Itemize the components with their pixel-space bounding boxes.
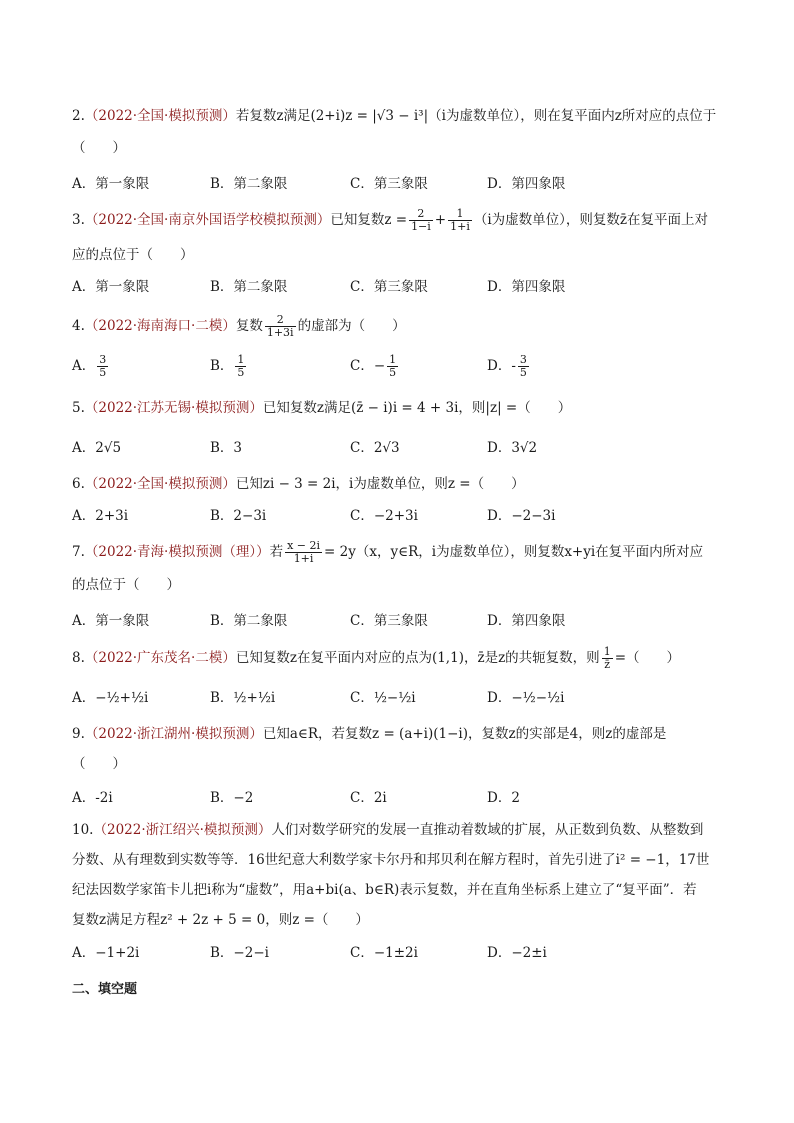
option-b[interactable]: B．第二象限 — [210, 176, 288, 192]
options-7 — [72, 611, 732, 631]
option-d[interactable]: D．第四象限 — [487, 279, 566, 295]
question-5 — [72, 398, 732, 418]
option-b[interactable]: B．−2 — [210, 790, 254, 806]
options-8 — [72, 688, 732, 708]
question-number: 9. — [72, 726, 85, 742]
option-a[interactable]: A．−1+2i — [72, 945, 140, 961]
question-text: 已知复数z满足(z̄ − i)i = 4 + 3i，则|z| =（ ） — [262, 400, 572, 416]
question-number: 2. — [72, 108, 85, 124]
option-b[interactable]: B．第二象限 — [210, 613, 288, 629]
option-b[interactable]: B．½+½i — [210, 690, 276, 706]
option-c[interactable]: C．第三象限 — [350, 279, 428, 295]
question-text: 已知zi − 3 = 2i，i为虚数单位，则z =（ ） — [235, 476, 525, 492]
question-source: （2022·浙江湖州·模拟预测） — [84, 726, 263, 742]
options-10 — [72, 943, 732, 963]
options-2 — [72, 174, 732, 194]
question-text: 应的点位于（ ） — [72, 247, 194, 263]
option-a[interactable]: A． $\frac{3}{5}$ — [72, 353, 107, 379]
question-source: （2022·全国·模拟预测） — [84, 108, 236, 124]
question-number: 4. — [72, 318, 85, 334]
option-a[interactable]: A．-2i — [72, 790, 113, 806]
option-a[interactable]: A．第一象限 — [72, 176, 150, 192]
question-text: （ ） — [72, 140, 126, 156]
option-b[interactable]: B．第二象限 — [210, 279, 288, 295]
option-c[interactable]: C．−2+3i — [350, 508, 418, 524]
option-d[interactable]: D．−2−3i — [487, 508, 556, 524]
option-d[interactable]: D．- $\frac{3}{5}$ — [487, 353, 527, 379]
fraction: $\frac{1}{z̄}$ — [603, 645, 611, 671]
question-number: 10. — [72, 822, 94, 838]
question-text: 已知a∈R，若复数z = (a+i)(1−i)，复数z的实部是4，则z的虚部是 — [262, 726, 667, 742]
fraction: $\frac{2}{1+3i}$ — [266, 313, 294, 339]
option-a[interactable]: A．2√5 — [72, 440, 122, 456]
question-number: 6. — [72, 476, 85, 492]
fraction: $\frac{2}{1-i}$ — [411, 207, 431, 233]
question-text: 已知复数z在复平面内对应的点为(1,1)，z̄是z的共轭复数，则 — [235, 650, 600, 666]
question-8 — [72, 646, 732, 671]
option-c[interactable]: C．第三象限 — [350, 176, 428, 192]
question-source: （2022·浙江绍兴·模拟预测） — [93, 822, 272, 838]
options-9 — [72, 788, 732, 808]
option-a[interactable]: A．2+3i — [72, 508, 129, 524]
question-text: = 2y（x，y∈R，i为虚数单位），则复数x+yi在复平面内所对应 — [324, 544, 704, 560]
option-d[interactable]: D．3√2 — [487, 440, 538, 456]
question-text: 的点位于（ ） — [72, 577, 180, 593]
option-b[interactable]: B．−2−i — [210, 945, 269, 961]
question-text: 复数 — [235, 318, 263, 334]
option-b[interactable]: B．3 — [210, 440, 243, 456]
question-6 — [72, 474, 732, 494]
option-c[interactable]: C．− $\frac{1}{5}$ — [350, 353, 397, 379]
question-text: 已知复数z = — [330, 212, 408, 228]
option-a[interactable]: A．−½+½i — [72, 690, 149, 706]
option-b[interactable]: B． $\frac{1}{5}$ — [210, 353, 245, 379]
question-text: 若复数z满足(2+i)z = |√3 − i³|（i为虚数单位），则在复平面内z所对应的点位于 — [235, 108, 717, 124]
question-text: 人们对数学研究的发展一直推动着数域的扩展，从正数到负数、从整数到 — [271, 822, 704, 838]
question-source: （2022·广东茂名·二模） — [84, 650, 236, 666]
option-d[interactable]: D．−2±i — [487, 945, 547, 961]
option-c[interactable]: C．第三象限 — [350, 613, 428, 629]
question-text: 若 — [269, 544, 284, 560]
question-source: （2022·全国·模拟预测） — [84, 476, 236, 492]
option-c[interactable]: C．−1±2i — [350, 945, 418, 961]
option-c[interactable]: C．2i — [350, 790, 387, 806]
option-d[interactable]: D．第四象限 — [487, 613, 566, 629]
question-number: 5. — [72, 400, 85, 416]
section-title: 二、填空题 — [72, 982, 138, 997]
question-text: （ ） — [72, 756, 126, 772]
fraction: $\frac{x - 2i}{1+i}$ — [287, 539, 321, 565]
option-c[interactable]: C．2√3 — [350, 440, 400, 456]
question-text: =（ ） — [614, 650, 680, 666]
question-text: 分数、从有理数到实数等等．16世纪意大利数学家卡尔丹和邦贝利在解方程时，首先引进了i² = −1，17世 — [72, 852, 710, 868]
question-2 — [72, 106, 732, 158]
question-4 — [72, 314, 732, 339]
question-number: 8. — [72, 650, 85, 666]
option-c[interactable]: C．½−½i — [350, 690, 416, 706]
options-4 — [72, 354, 732, 382]
question-number: 7. — [72, 544, 85, 560]
question-3: 3.（2022·全国·南京外国语学校模拟预测）已知复数z = $\frac{2}{1-i}$ + $\frac{1}{1+i}$ （i为虚数单位），则复数z̄在复平面上对 应的点位于（ ） — [72, 208, 732, 265]
question-source: （2022·青海·模拟预测（理）） — [84, 544, 270, 560]
question-text: 的虚部为（ ） — [297, 318, 406, 334]
option-b[interactable]: B．2−3i — [210, 508, 267, 524]
options-6 — [72, 506, 732, 526]
option-d[interactable]: D．−½−½i — [487, 690, 565, 706]
options-5 — [72, 438, 732, 458]
question-source: （2022·海南海口·二模） — [84, 318, 236, 334]
option-d[interactable]: D．2 — [487, 790, 520, 806]
question-source: （2022·江苏无锡·模拟预测） — [84, 400, 263, 416]
question-9 — [72, 724, 732, 774]
option-d[interactable]: D．第四象限 — [487, 176, 566, 192]
question-text: 复数z满足方程z² + 2z + 5 = 0，则z =（ ） — [72, 912, 369, 928]
fraction: $\frac{1}{1+i}$ — [450, 207, 470, 233]
question-10 — [72, 820, 732, 930]
question-text: 纪法因数学家笛卡儿把i称为“虚数”，用a+bi(a、b∈R)表示复数，并在直角坐标系上建立了“复平面”．若 — [72, 882, 697, 898]
question-number: 3. — [72, 212, 85, 228]
options-3 — [72, 277, 732, 297]
question-text: （i为虚数单位），则复数z̄在复平面上对 — [473, 212, 709, 228]
question-source: （2022·全国·南京外国语学校模拟预测） — [84, 212, 331, 228]
option-a[interactable]: A．第一象限 — [72, 279, 150, 295]
question-7 — [72, 540, 732, 595]
option-a[interactable]: A．第一象限 — [72, 613, 150, 629]
